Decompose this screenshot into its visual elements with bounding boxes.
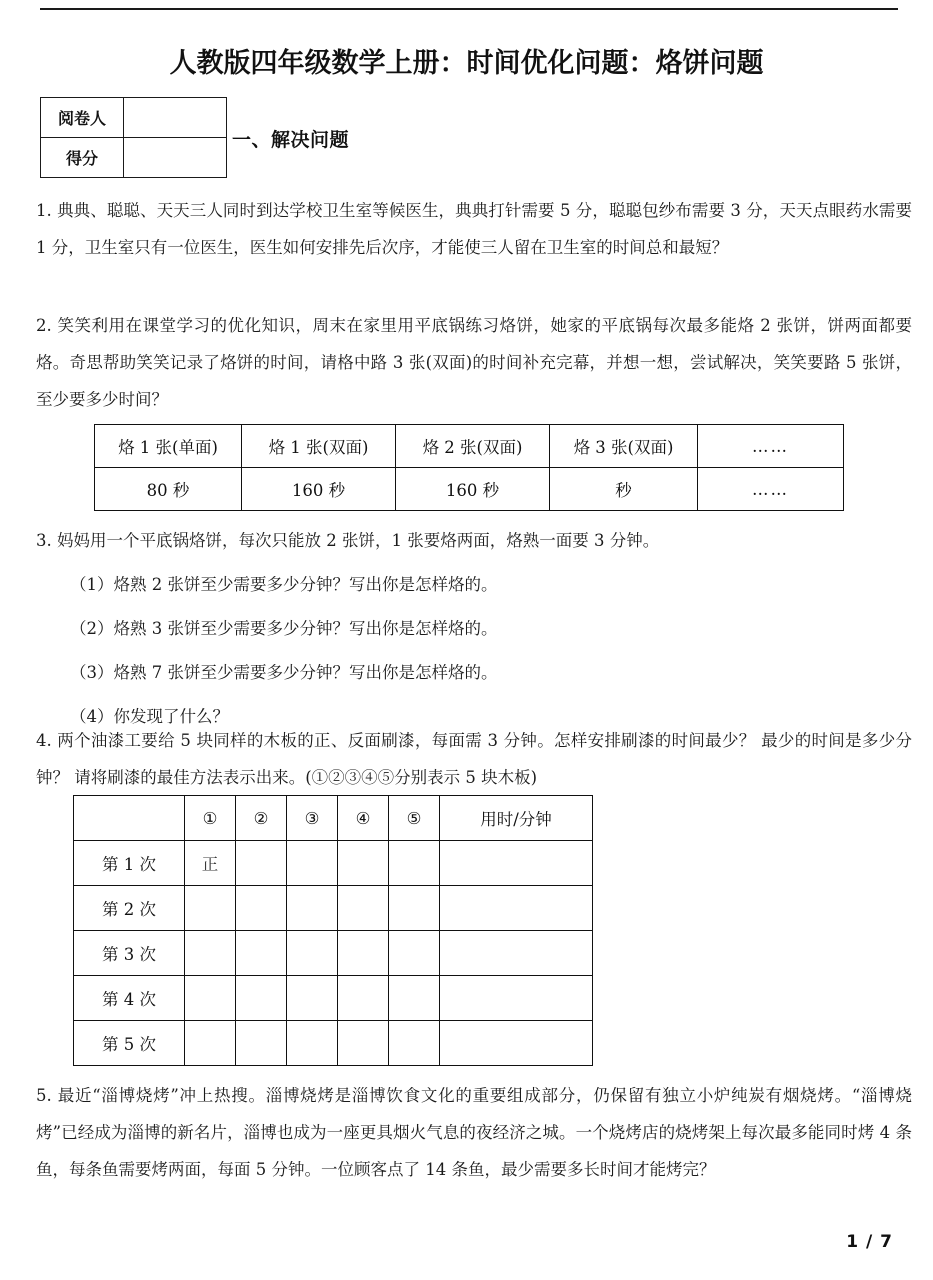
q4-header-board-3: ③	[287, 796, 338, 841]
q4-cell-r4c4[interactable]	[338, 976, 389, 1021]
q2-value-cell-2[interactable]: 160 秒	[242, 468, 396, 511]
q4-cell-r1c4[interactable]	[338, 841, 389, 886]
q4-cell-r2-duration[interactable]	[440, 886, 593, 931]
table-q4	[73, 795, 593, 1066]
table-row	[74, 886, 593, 931]
question-3-subitem-3: （3）烙熟 7 张饼至少需要多少分钟？写出你是怎样烙的。	[70, 663, 498, 682]
q2-value-cell-1[interactable]: 80 秒	[95, 468, 242, 511]
q4-cell-r5c3[interactable]	[287, 1021, 338, 1066]
header-divider	[40, 8, 898, 10]
q4-cell-r1c2[interactable]	[236, 841, 287, 886]
q4-cell-r4c1[interactable]	[185, 976, 236, 1021]
q4-cell-r4-duration[interactable]	[440, 976, 593, 1021]
q4-row-label-5: 第 5 次	[74, 1021, 185, 1066]
table-row	[74, 976, 593, 1021]
q4-header-corner	[74, 796, 185, 841]
q4-cell-r3c1[interactable]	[185, 931, 236, 976]
reviewer-label: 阅卷人	[41, 98, 124, 138]
q4-cell-r3-duration[interactable]	[440, 931, 593, 976]
q4-header-board-5: ⑤	[389, 796, 440, 841]
table-row	[95, 468, 844, 511]
question-3-subitem-4: （4）你发现了什么？	[70, 707, 229, 726]
q4-cell-r2c1[interactable]	[185, 886, 236, 931]
q2-value-cell-5: ……	[698, 468, 844, 511]
q4-cell-r2c3[interactable]	[287, 886, 338, 931]
q4-row-label-4: 第 4 次	[74, 976, 185, 1021]
score-box-table	[40, 97, 227, 178]
table-row	[41, 138, 227, 178]
q4-row-label-3: 第 3 次	[74, 931, 185, 976]
q2-header-cell-3: 烙 2 张(双面)	[396, 425, 550, 468]
question-5-text: 5. 最近“淄博烧烤”冲上热搜。淄博烧烤是淄博饮食文化的重要组成部分，仍保留有独立小炉纯炭有烟烧烤。“淄博烧烤”已经成为淄博的新名片，淄博也成为一座更具烟火气息的夜经济之城。一个烧烤店的烧烤架上每次最多能同时烤 4 条鱼，每条鱼需要烤两面，每面 5 分钟。一位顾客点了 14 条鱼，最少需要多长时间才能烤完？	[36, 1086, 912, 1179]
q4-cell-r1-duration[interactable]	[440, 841, 593, 886]
question-3-text: 3. 妈妈用一个平底锅烙饼，每次只能放 2 张饼，1 张要烙两面，烙熟一面要 3 分钟。	[36, 531, 660, 550]
q2-header-cell-2: 烙 1 张(双面)	[242, 425, 396, 468]
q4-cell-r2c5[interactable]	[389, 886, 440, 931]
q4-cell-r3c3[interactable]	[287, 931, 338, 976]
q4-cell-r3c5[interactable]	[389, 931, 440, 976]
section-heading: 一、解决问题	[232, 129, 350, 151]
table-row	[74, 841, 593, 886]
q2-value-cell-3[interactable]: 160 秒	[396, 468, 550, 511]
page-number: 1 / 7	[846, 1232, 893, 1252]
q2-header-cell-5: ……	[698, 425, 844, 468]
question-3-subitem-1: （1）烙熟 2 张饼至少需要多少分钟？写出你是怎样烙的。	[70, 575, 498, 594]
q4-cell-r1c1[interactable]: 正	[185, 841, 236, 886]
q4-cell-r1c5[interactable]	[389, 841, 440, 886]
q2-value-cell-4[interactable]: 秒	[550, 468, 698, 511]
q4-header-board-2: ②	[236, 796, 287, 841]
table-row	[41, 98, 227, 138]
q4-cell-r4c2[interactable]	[236, 976, 287, 1021]
reviewer-value-cell[interactable]	[124, 98, 227, 138]
table-row	[74, 1021, 593, 1066]
q4-header-board-4: ④	[338, 796, 389, 841]
q4-cell-r5c5[interactable]	[389, 1021, 440, 1066]
q2-header-cell-1: 烙 1 张(单面)	[95, 425, 242, 468]
table-row	[95, 425, 844, 468]
q4-cell-r2c4[interactable]	[338, 886, 389, 931]
q4-row-label-1: 第 1 次	[74, 841, 185, 886]
table-q2	[94, 424, 844, 511]
table-row	[74, 796, 593, 841]
q4-cell-r5c2[interactable]	[236, 1021, 287, 1066]
q4-row-label-2: 第 2 次	[74, 886, 185, 931]
q4-cell-r3c4[interactable]	[338, 931, 389, 976]
table-row	[74, 931, 593, 976]
score-label: 得分	[41, 138, 124, 178]
q4-cell-r4c5[interactable]	[389, 976, 440, 1021]
score-value-cell[interactable]	[124, 138, 227, 178]
question-3-subitem-2: （2）烙熟 3 张饼至少需要多少分钟？写出你是怎样烙的。	[70, 619, 498, 638]
question-4-text: 4. 两个油漆工要给 5 块同样的木板的正、反面刷漆，每面需 3 分钟。怎样安排刷漆的时间最少？ 最少的时间是多少分钟？ 请将刷漆的最佳方法表示出来。(①②③④⑤分别表示 5 块木板)	[36, 731, 912, 787]
page-title: 人教版四年级数学上册：时间优化问题：烙饼问题	[169, 48, 764, 79]
q4-cell-r5-duration[interactable]	[440, 1021, 593, 1066]
q4-header-board-1: ①	[185, 796, 236, 841]
q4-cell-r5c4[interactable]	[338, 1021, 389, 1066]
q4-cell-r5c1[interactable]	[185, 1021, 236, 1066]
q4-cell-r1c3[interactable]	[287, 841, 338, 886]
q4-header-duration: 用时/分钟	[440, 796, 593, 841]
question-2-text: 2. 笑笑利用在课堂学习的优化知识，周末在家里用平底锅练习烙饼，她家的平底锅每次最多能烙 2 张饼，饼两面都要烙。奇思帮助笑笑记录了烙饼的时间，请格中路 3 张(双面)的时间补充完幕，并想一想，尝试解决，笑笑要路 5 张饼，至少要多少时间？	[36, 316, 912, 409]
question-1-text: 1. 典典、聪聪、天天三人同时到达学校卫生室等候医生，典典打针需要 5 分，聪聪包纱布需要 3 分，天天点眼药水需要 1 分，卫生室只有一位医生，医生如何安排先后次序，才能使三人留在卫生室的时间总和最短？	[36, 201, 912, 257]
q4-cell-r3c2[interactable]	[236, 931, 287, 976]
q4-cell-r2c2[interactable]	[236, 886, 287, 931]
q2-header-cell-4: 烙 3 张(双面)	[550, 425, 698, 468]
q4-cell-r4c3[interactable]	[287, 976, 338, 1021]
